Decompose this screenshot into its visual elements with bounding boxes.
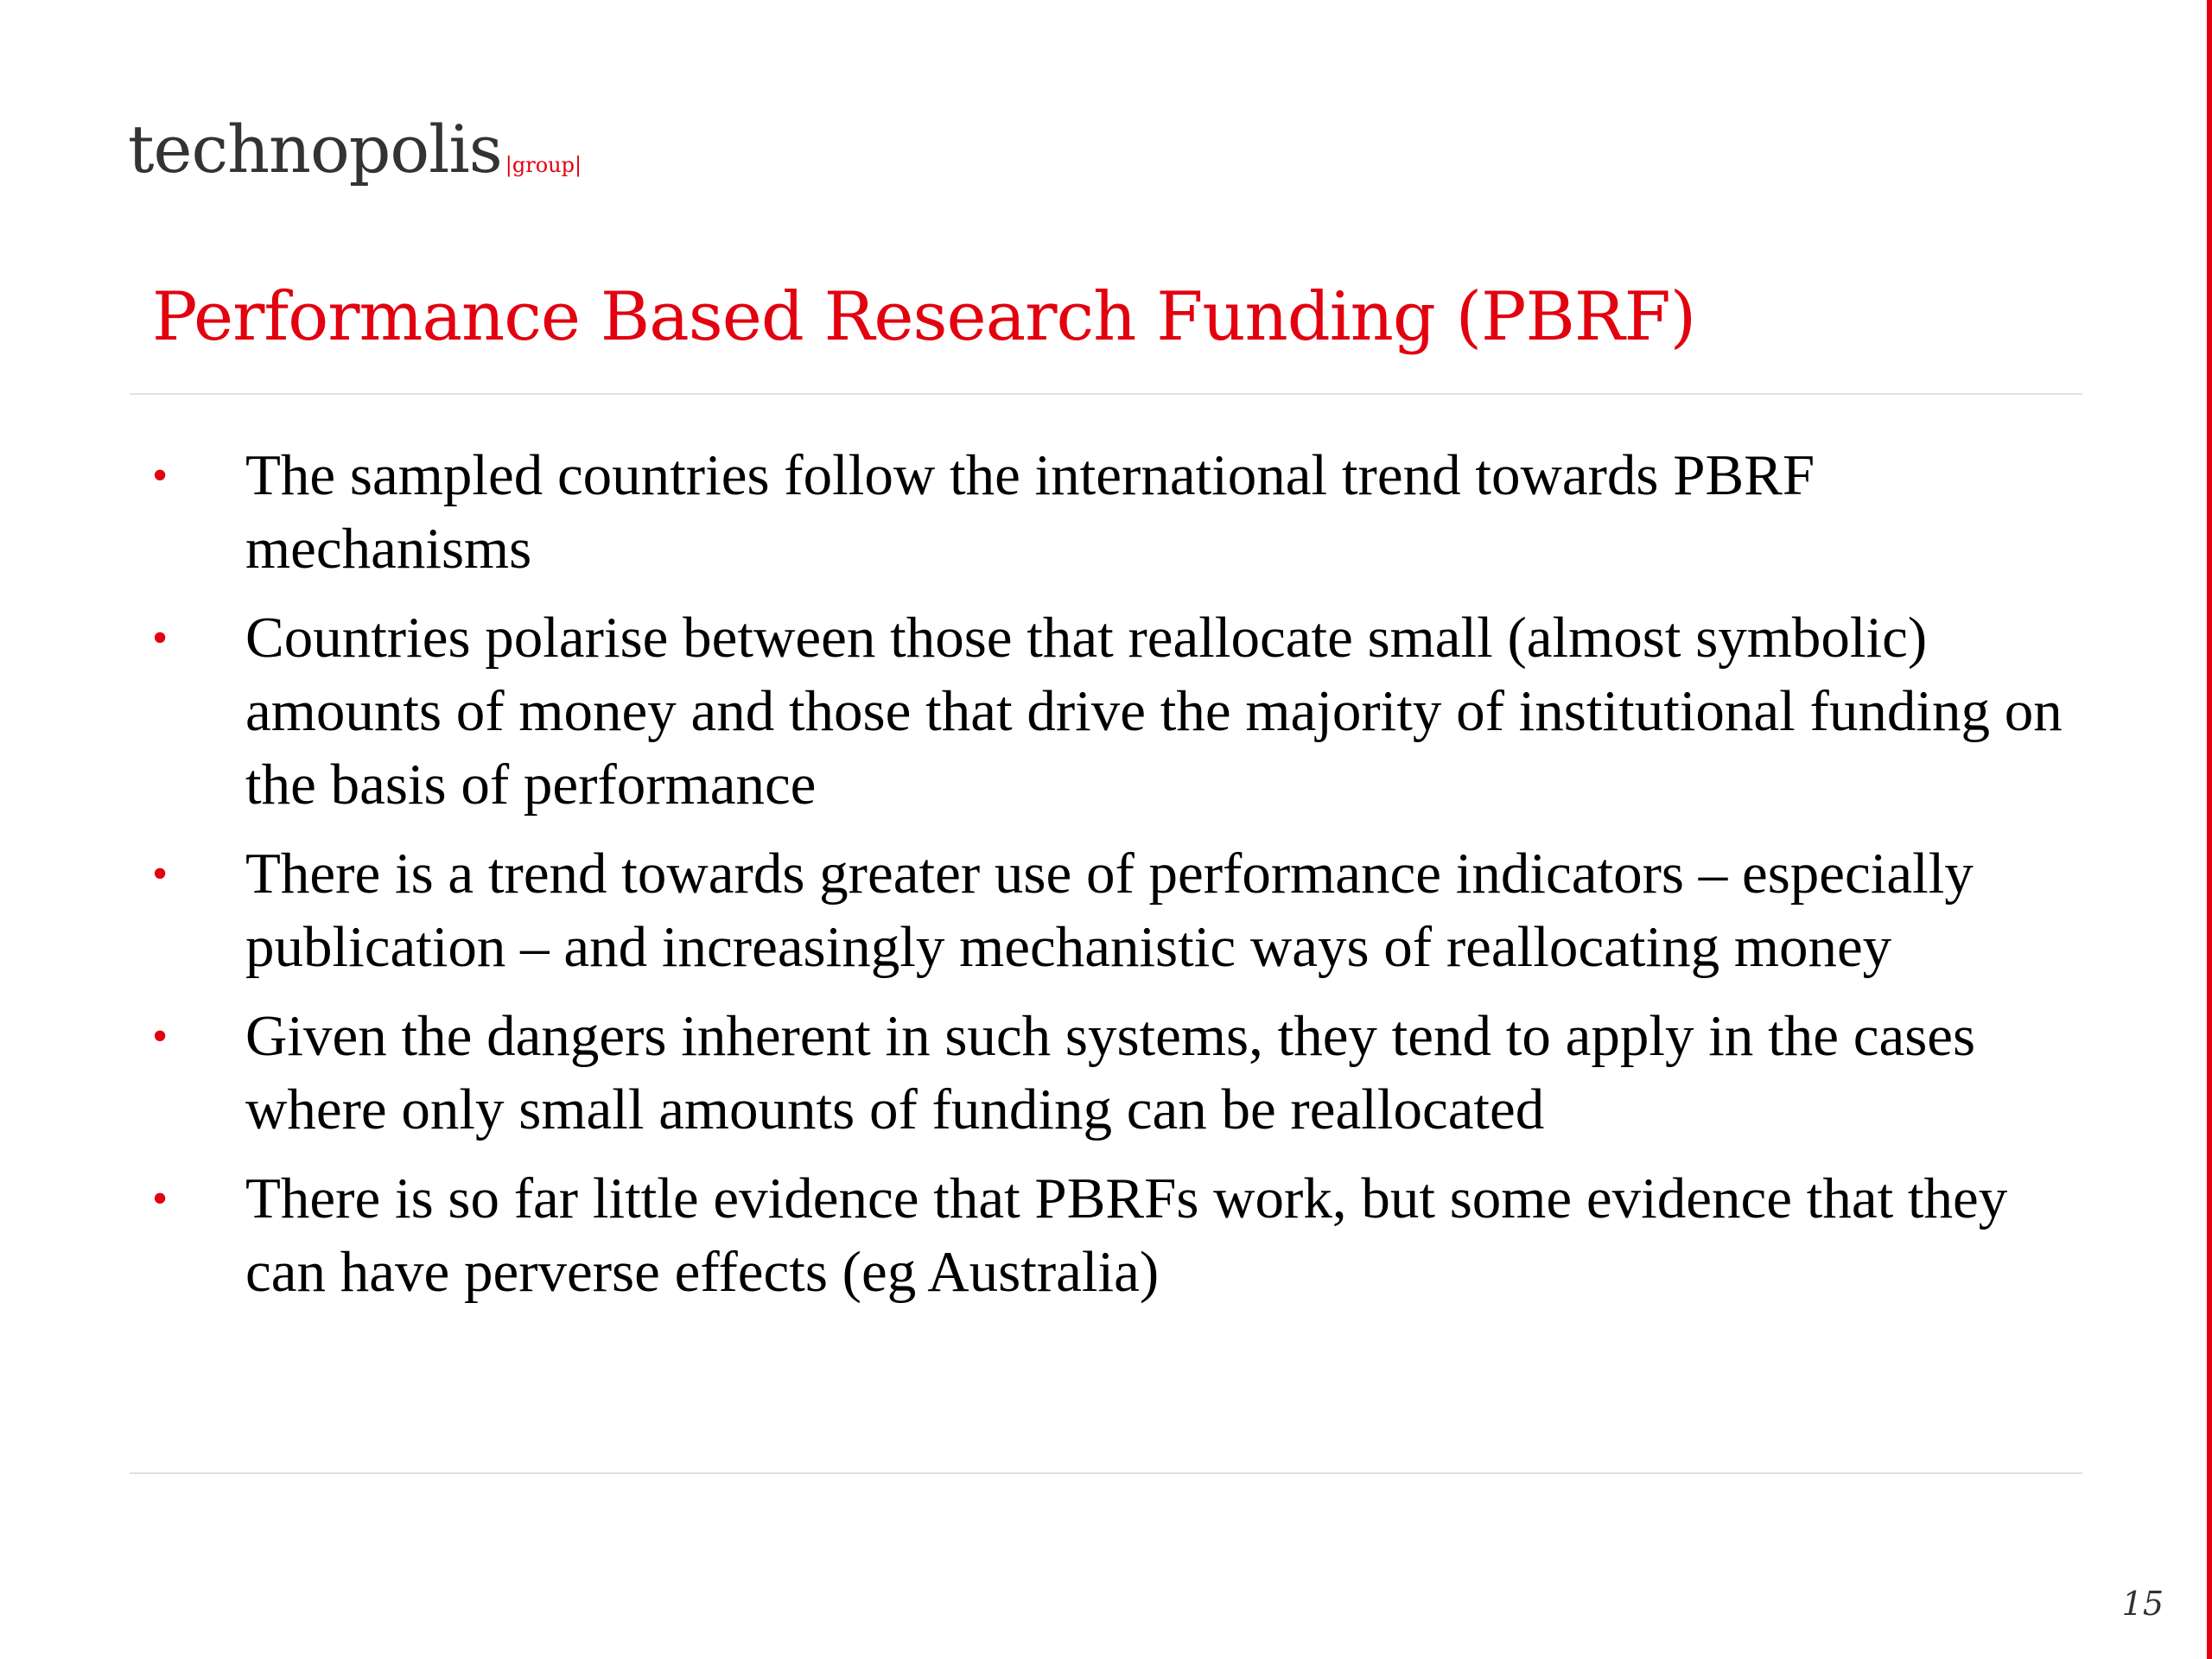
- page-number: 15: [2121, 1585, 2164, 1623]
- slide-edge-accent: [2207, 0, 2212, 1659]
- bullet-text: Given the dangers inherent in such systems, they tend to apply in the cases where only small amounts of funding can be reallocated: [245, 1004, 1976, 1141]
- bullet-item: [152, 837, 2074, 984]
- bottom-divider: [130, 1472, 2082, 1474]
- bullet-icon: •: [152, 451, 168, 500]
- logo-group-tag: |group|: [505, 153, 582, 177]
- technopolis-logo: [128, 111, 582, 188]
- bullet-text: There is a trend towards greater use of performance indicators – especially publication – and increasingly mechanistic ways of reallocating money: [245, 842, 1974, 979]
- bullet-list: [152, 439, 2074, 1325]
- bullet-item: [152, 439, 2074, 586]
- bullet-icon: •: [152, 849, 168, 899]
- bullet-icon: •: [152, 1012, 168, 1061]
- bullet-item: [152, 601, 2074, 822]
- bullet-text: Countries polarise between those that reallocate small (almost symbolic) amounts of money and those that drive the majority of institutional funding on the basis of performance: [245, 606, 2063, 817]
- bullet-text: The sampled countries follow the international trend towards PBRF mechanisms: [245, 443, 1815, 581]
- logo-wordmark: technopolis: [128, 111, 502, 188]
- slide-title: Performance Based Research Funding (PBRF): [152, 278, 1696, 356]
- bullet-text: There is so far little evidence that PBRFs work, but some evidence that they can have perverse effects (eg Australia): [245, 1166, 2008, 1304]
- bullet-item: [152, 1000, 2074, 1147]
- bullet-item: [152, 1162, 2074, 1309]
- bullet-icon: •: [152, 1174, 168, 1224]
- title-divider: [130, 393, 2082, 395]
- bullet-icon: •: [152, 613, 168, 663]
